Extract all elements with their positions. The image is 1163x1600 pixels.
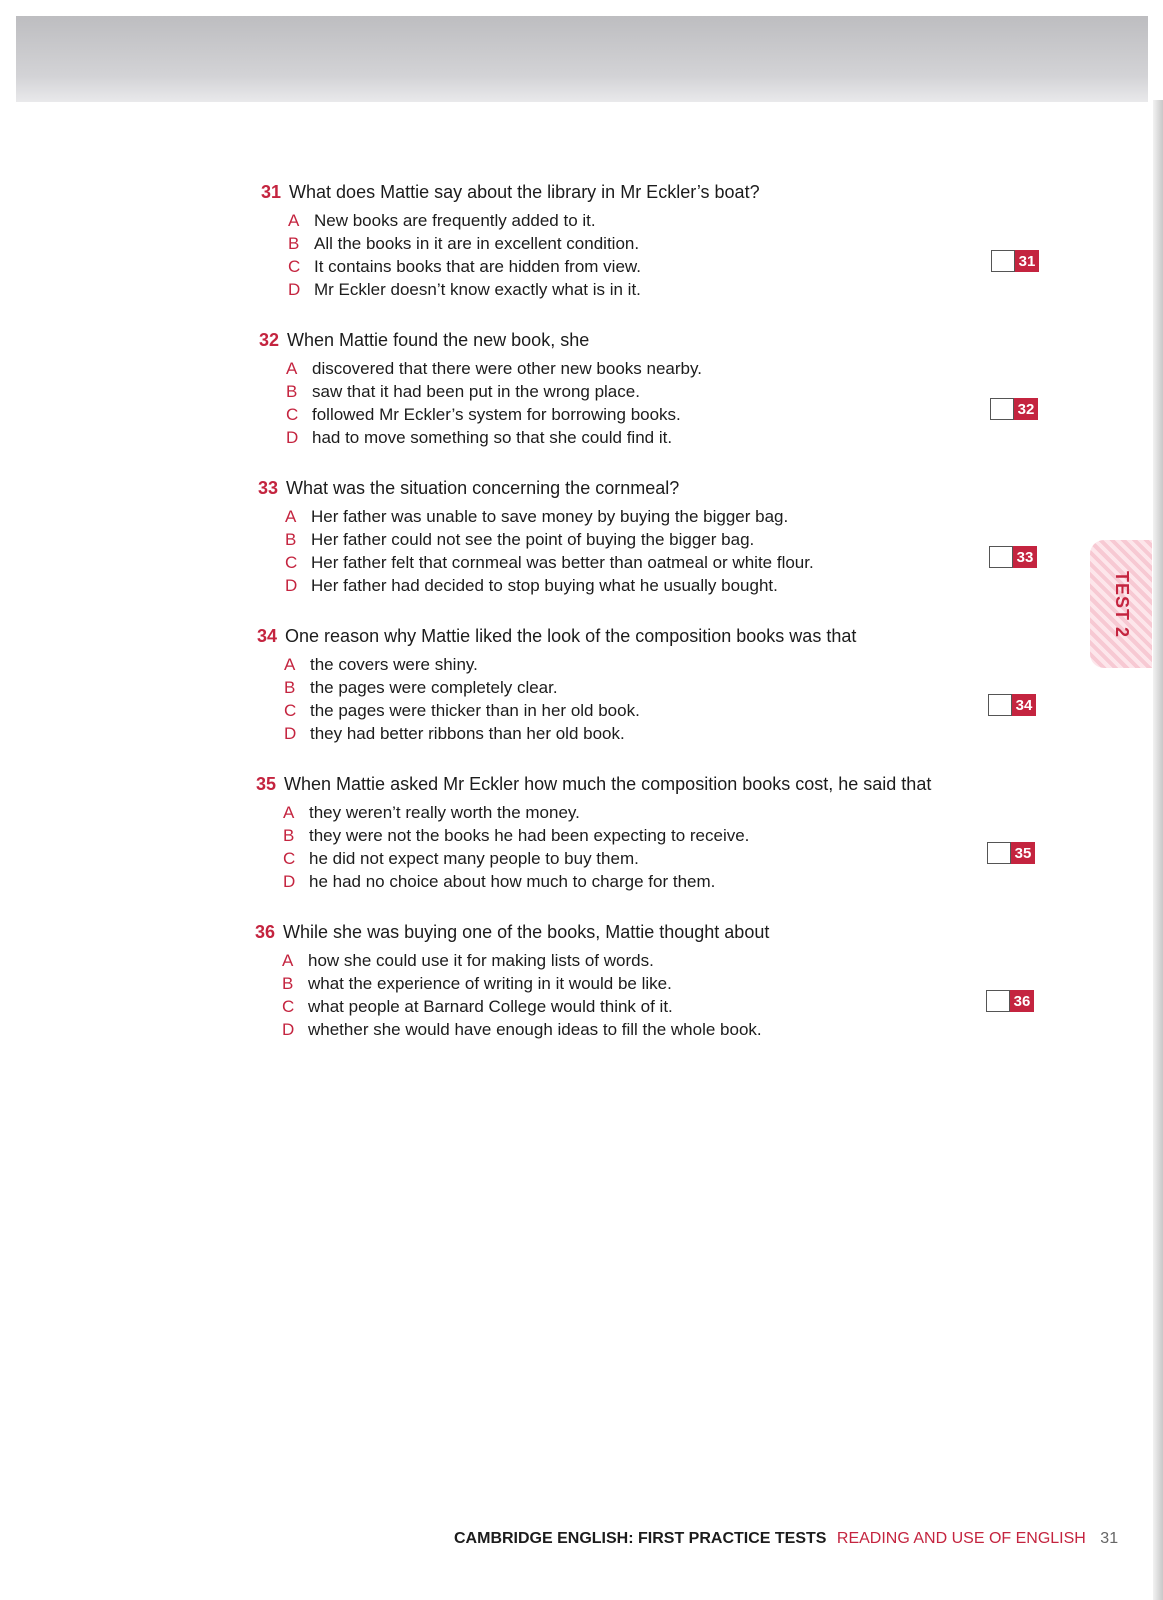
option-letter: C <box>282 997 295 1016</box>
option-text: they weren’t really worth the money. <box>309 803 580 822</box>
scan-edge <box>1153 100 1163 1600</box>
option-letter: C <box>286 405 299 424</box>
option-letter: D <box>283 872 296 891</box>
option-text: the covers were shiny. <box>310 655 478 674</box>
option-text: how she could use it for making lists of words. <box>308 951 654 970</box>
option-letter: D <box>288 280 301 299</box>
question-number: 31 <box>261 182 282 202</box>
option-letter: A <box>284 655 296 674</box>
answer-input[interactable] <box>987 842 1011 864</box>
page-footer <box>454 1530 1118 1548</box>
option-text: the pages were completely clear. <box>310 678 558 697</box>
option-letter: B <box>286 382 298 401</box>
option-letter: D <box>282 1020 295 1039</box>
answer-input[interactable] <box>986 990 1010 1012</box>
question-32 <box>259 329 702 449</box>
question-31 <box>261 181 760 301</box>
option-c[interactable] <box>284 699 856 722</box>
option-c[interactable] <box>285 551 814 574</box>
answer-box-34[interactable] <box>988 694 1036 716</box>
option-a[interactable] <box>284 653 856 676</box>
question-stem: While she was buying one of the books, Mattie thought about <box>283 922 770 942</box>
option-text: saw that it had been put in the wrong place. <box>312 382 640 401</box>
option-b[interactable] <box>282 972 769 995</box>
footer-book-title: CAMBRIDGE ENGLISH: FIRST PRACTICE TESTS <box>454 1530 827 1547</box>
answer-box-number: 31 <box>1015 250 1039 272</box>
option-d[interactable] <box>288 278 760 301</box>
option-b[interactable] <box>284 676 856 699</box>
option-letter: D <box>285 576 298 595</box>
option-a[interactable] <box>283 801 931 824</box>
option-b[interactable] <box>288 232 760 255</box>
option-d[interactable] <box>285 574 814 597</box>
answer-box-32[interactable] <box>990 398 1038 420</box>
option-text: he did not expect many people to buy them. <box>309 849 639 868</box>
option-letter: A <box>288 211 300 230</box>
question-33 <box>258 477 814 597</box>
answer-box-number: 35 <box>1011 842 1035 864</box>
answer-input[interactable] <box>990 398 1014 420</box>
question-number: 33 <box>258 478 279 498</box>
option-b[interactable] <box>286 380 702 403</box>
question-stem: What does Mattie say about the library in Mr Eckler’s boat? <box>289 182 760 202</box>
question-stem: What was the situation concerning the cornmeal? <box>286 478 680 498</box>
answer-box-number: 34 <box>1012 694 1036 716</box>
option-letter: A <box>282 951 294 970</box>
option-text: It contains books that are hidden from view. <box>314 257 641 276</box>
option-letter: C <box>284 701 297 720</box>
option-a[interactable] <box>288 209 760 232</box>
option-text: they had better ribbons than her old book. <box>310 724 625 743</box>
option-a[interactable] <box>285 505 814 528</box>
option-c[interactable] <box>283 847 931 870</box>
option-c[interactable] <box>288 255 760 278</box>
option-b[interactable] <box>285 528 814 551</box>
answer-box-number: 32 <box>1014 398 1038 420</box>
option-letter: B <box>282 974 294 993</box>
answer-box-31[interactable] <box>991 250 1039 272</box>
option-letter: A <box>285 507 297 526</box>
option-letter: B <box>284 678 296 697</box>
question-36 <box>255 921 769 1041</box>
option-text: what the experience of writing in it would be like. <box>308 974 672 993</box>
option-text: he had no choice about how much to charge for them. <box>309 872 716 891</box>
option-text: New books are frequently added to it. <box>314 211 596 230</box>
answer-input[interactable] <box>989 546 1013 568</box>
answer-box-33[interactable] <box>989 546 1037 568</box>
answer-input[interactable] <box>991 250 1015 272</box>
test-tab <box>1090 540 1152 668</box>
option-letter: C <box>288 257 301 276</box>
answer-box-number: 33 <box>1013 546 1037 568</box>
option-text: Her father could not see the point of buying the bigger bag. <box>311 530 755 549</box>
question-stem: When Mattie asked Mr Eckler how much the composition books cost, he said that <box>284 774 932 794</box>
option-c[interactable] <box>286 403 702 426</box>
option-letter: B <box>288 234 300 253</box>
option-text: followed Mr Eckler’s system for borrowing books. <box>312 405 681 424</box>
option-letter: B <box>285 530 297 549</box>
option-letter: C <box>283 849 296 868</box>
option-d[interactable] <box>283 870 931 893</box>
option-text: whether she would have enough ideas to fill the whole book. <box>308 1020 762 1039</box>
option-a[interactable] <box>286 357 702 380</box>
option-text: Mr Eckler doesn’t know exactly what is in it. <box>314 280 641 299</box>
answer-box-35[interactable] <box>987 842 1035 864</box>
question-stem: One reason why Mattie liked the look of the composition books was that <box>285 626 857 646</box>
option-letter: A <box>286 359 298 378</box>
option-text: Her father felt that cornmeal was better than oatmeal or white flour. <box>311 553 814 572</box>
question-number: 34 <box>257 626 278 646</box>
option-text: they were not the books he had been expecting to receive. <box>309 826 750 845</box>
option-letter: D <box>284 724 297 743</box>
option-text: Her father had decided to stop buying what he usually bought. <box>311 576 778 595</box>
option-letter: B <box>283 826 295 845</box>
option-text: All the books in it are in excellent condition. <box>314 234 640 253</box>
option-d[interactable] <box>284 722 856 745</box>
option-text: had to move something so that she could find it. <box>312 428 673 447</box>
question-number: 32 <box>259 330 280 350</box>
option-text: Her father was unable to save money by buying the bigger bag. <box>311 507 789 526</box>
option-b[interactable] <box>283 824 931 847</box>
option-a[interactable] <box>282 949 769 972</box>
answer-input[interactable] <box>988 694 1012 716</box>
scan-shadow <box>16 16 1148 102</box>
option-text: what people at Barnard College would think of it. <box>308 997 673 1016</box>
answer-box-36[interactable] <box>986 990 1034 1012</box>
option-d[interactable] <box>282 1018 769 1041</box>
option-text: the pages were thicker than in her old book. <box>310 701 640 720</box>
test-tab-label: TEST 2 <box>1111 570 1132 638</box>
question-34 <box>257 625 856 745</box>
question-number: 35 <box>256 774 277 794</box>
question-number: 36 <box>255 922 276 942</box>
option-c[interactable] <box>282 995 769 1018</box>
question-stem: When Mattie found the new book, she <box>287 330 590 350</box>
footer-section: READING AND USE OF ENGLISH <box>836 1530 1086 1547</box>
page-number: 31 <box>1100 1530 1119 1547</box>
option-d[interactable] <box>286 426 702 449</box>
answer-box-number: 36 <box>1010 990 1034 1012</box>
question-35 <box>256 773 931 893</box>
option-letter: A <box>283 803 295 822</box>
option-letter: D <box>286 428 299 447</box>
option-text: discovered that there were other new books nearby. <box>312 359 702 378</box>
option-letter: C <box>285 553 298 572</box>
